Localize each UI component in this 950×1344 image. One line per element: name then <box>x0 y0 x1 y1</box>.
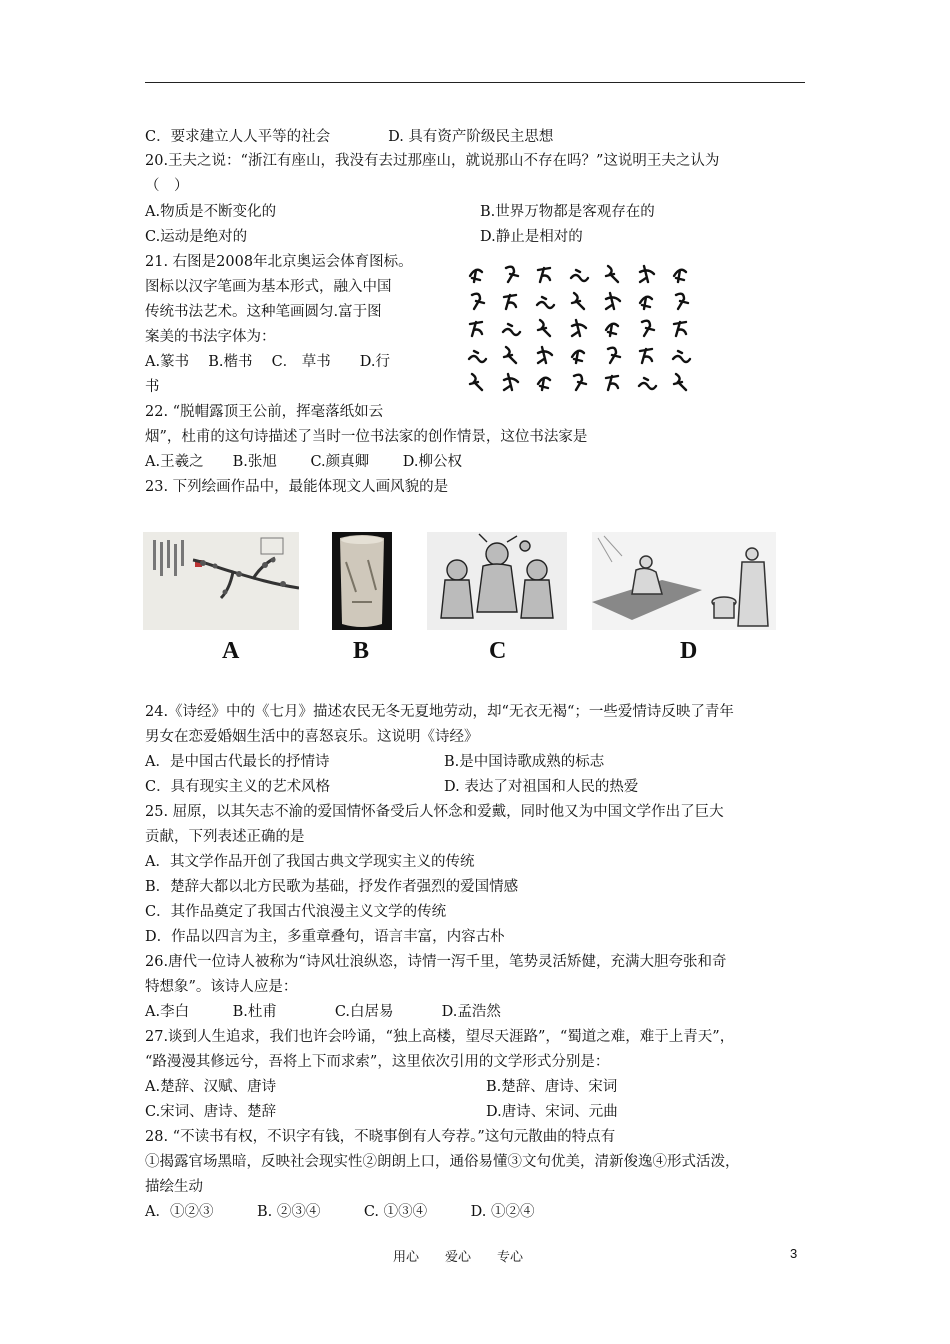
picture-label-d: D <box>680 638 698 664</box>
q25-option-d: D．作品以四言为主，多重章叠句，语言丰富，内容古朴 <box>145 929 505 945</box>
picture-label-c: C <box>489 638 507 664</box>
painting-c-new-year-children <box>427 532 567 630</box>
olympic-pictograms-image <box>462 260 702 395</box>
page-footer: 用心 爱心 专心 <box>393 1250 524 1265</box>
header-rule <box>145 82 805 83</box>
q24-stem-1: 24.《诗经》中的《七月》描述农民无冬无夏地劳动，却“无衣无褐“；一些爱情诗反映了青年 <box>145 704 734 720</box>
q25-option-c: C．其作品奠定了我国古代浪漫主义文学的传统 <box>145 904 447 920</box>
q25-stem-1: 25. 屈原，以其矢志不渝的爱国情怀备受后人怀念和爱戴，同时他又为中国文学作出了巨大 <box>145 804 724 820</box>
q24-stem-2: 男女在恋爱婚姻生活中的喜怒哀乐。这说明《诗经》 <box>145 729 479 745</box>
q25-stem-2: 贡献，下列表述正确的是 <box>145 829 305 845</box>
q26-options: A.李白 B.杜甫 C.白居易 D.孟浩然 <box>145 1004 501 1020</box>
q24-option-b: B.是中国诗歌成熟的标志 <box>444 754 605 770</box>
picture-label-b: B <box>353 638 370 664</box>
q20-option-a: A.物质是不断变化的 <box>145 204 277 220</box>
q21-stem-2: 图标以汉字笔画为基本形式，融入中国 <box>145 279 392 295</box>
q25-option-a: A．其文学作品开创了我国古典文学现实主义的传统 <box>145 854 475 870</box>
q20-option-c: C.运动是绝对的 <box>145 229 248 245</box>
picture-label-a: A <box>222 638 240 664</box>
q21-stem-4: 案美的书法字体为： <box>145 329 276 345</box>
q20-stem: 20.王夫之说：“浙江有座山，我没有去过那座山，就说那山不存在吗？”这说明王夫之认为 <box>145 153 720 169</box>
q22-stem-2: 烟”，杜甫的这句诗描述了当时一位书法家的创作情景，这位书法家是 <box>145 429 588 445</box>
q27-option-c: C.宋词、唐诗、楚辞 <box>145 1104 277 1120</box>
q21-options-wrap: 书 <box>145 379 160 395</box>
painting-d-scholar-figures <box>592 532 776 630</box>
q26-stem-2: 特想象”。该诗人应是： <box>145 979 298 995</box>
q24-option-d: D. 表达了对祖国和人民的热爱 <box>444 779 639 795</box>
painting-a-plum-blossom <box>143 532 299 630</box>
q21-options: A.篆书 B.楷书 C． 草书 D.行 <box>145 354 390 370</box>
q22-options: A.王羲之 B.张旭 C.颜真卿 D.柳公权 <box>145 454 462 470</box>
painting-b-porcelain-vase <box>332 532 392 630</box>
q24-option-c: C．具有现实主义的艺术风格 <box>145 779 331 795</box>
q23-stem: 23. 下列绘画作品中，最能体现文人画风貌的是 <box>145 479 449 495</box>
q20-bracket: （ ） <box>145 178 189 194</box>
q27-option-b: B.楚辞、唐诗、宋词 <box>486 1079 618 1095</box>
q28-statements-wrap: 描绘生动 <box>145 1179 203 1195</box>
page-number: 3 <box>790 1246 798 1261</box>
q27-stem-1: 27.谈到人生追求，我们也许会吟诵，“独上高楼，望尽天涯路”，“蜀道之难，难于上青天”， <box>145 1029 735 1045</box>
q21-stem-3: 传统书法艺术。这种笔画圆匀.富于图 <box>145 304 382 320</box>
q25-option-b: B．楚辞大都以北方民歌为基础，抒发作者强烈的爱国情感 <box>145 879 519 895</box>
q27-stem-2: “路漫漫其修远兮，吾将上下而求索”，这里依次引用的文学形式分别是： <box>145 1054 610 1070</box>
q27-option-d: D.唐诗、宋词、元曲 <box>486 1104 618 1120</box>
q22-stem-1: 22. “脱帽露顶王公前，挥毫落纸如云 <box>145 404 384 420</box>
q21-stem-1: 21. 右图是2008年北京奥运会体育图标。 <box>145 254 413 270</box>
q28-stem: 28. “不读书有权，不识字有钱，不晓事倒有人夸荐。”这句元散曲的特点有 <box>145 1129 616 1145</box>
q26-stem-1: 26.唐代一位诗人被称为“诗风壮浪纵恣，诗情一泻千里，笔势灵活矫健，充满大胆夸张和奇 <box>145 954 727 970</box>
q28-statements: ①揭露官场黑暗，反映社会现实性②朗朗上口，通俗易懂③文句优美，清新俊逸④形式活泼， <box>145 1154 740 1170</box>
q20-option-d: D.静止是相对的 <box>480 229 583 245</box>
q20-option-b: B.世界万物都是客观存在的 <box>480 204 655 220</box>
q28-options: A．①②③ B. ②③④ C. ①③④ D. ①②④ <box>145 1204 535 1220</box>
q24-option-a: A．是中国古代最长的抒情诗 <box>145 754 330 770</box>
q27-option-a: A.楚辞、汉赋、唐诗 <box>145 1079 277 1095</box>
q19-option-line: C．要求建立人人平等的社会 D. 具有资产阶级民主思想 <box>145 129 554 145</box>
